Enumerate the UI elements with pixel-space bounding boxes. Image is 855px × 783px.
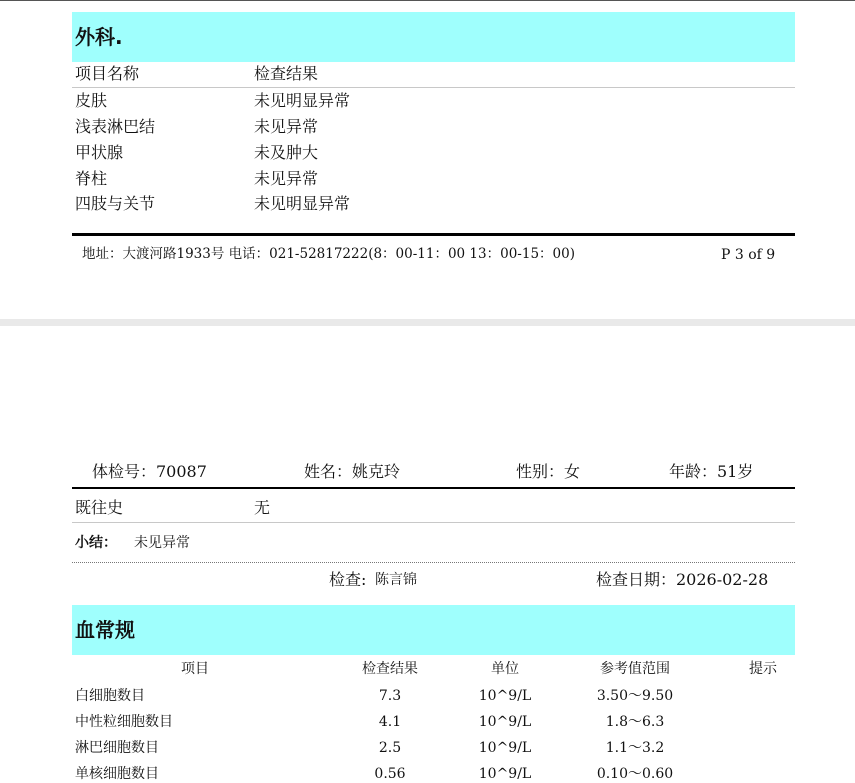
lab-range: 0.10～0.60 [596,766,674,782]
lab-header-result: 检查结果 [362,661,418,677]
summary-divider [72,562,795,563]
lab-item: 中性粒细胞数目 [75,714,173,730]
lab-header-hint: 提示 [749,661,777,677]
lab-unit: 10^9/L [478,740,532,756]
lab-header-unit: 单位 [491,661,519,677]
report-page-3 [0,0,855,319]
footer-address: 地址：大渡河路1933号 电话：021-52817222(8：00-11：00 13：00-15：00) [82,246,575,262]
patient-id: 体检号：70087 [92,462,207,481]
lab-header-item: 项目 [181,661,209,677]
row-item: 皮肤 [75,91,108,110]
patient-name: 姓名：姚克玲 [304,462,401,481]
row-item: 脊柱 [75,169,108,188]
history-value: 无 [254,498,271,517]
section-title-blood-routine: 血常规 [72,605,795,655]
lab-range: 3.50～9.50 [596,688,674,704]
report-page-4 [0,326,855,783]
lab-unit: 10^9/L [478,766,532,782]
column-header-item-name: 项目名称 [75,64,140,83]
row-result: 未见异常 [254,169,319,188]
examiner-label: 检查: [329,570,367,589]
summary-label: 小结： [75,535,117,551]
lab-unit: 10^9/L [478,714,532,730]
row-result: 未及肿大 [254,143,319,162]
history-label: 既往史 [75,498,124,517]
row-result: 未见明显异常 [254,91,351,110]
column-header-result: 检查结果 [254,64,319,83]
lab-header-range: 参考值范围 [600,661,670,677]
row-item: 四肢与关节 [75,194,156,213]
lab-item: 淋巴细胞数目 [75,740,159,756]
lab-result: 7.3 [378,688,402,704]
lab-item: 白细胞数目 [75,688,145,704]
row-result: 未见异常 [254,117,319,136]
header-divider [72,87,795,88]
lab-range: 1.8～6.3 [605,714,665,730]
lab-unit: 10^9/L [478,688,532,704]
patient-age: 年龄：51岁 [669,462,754,481]
exam-date: 检查日期：2026-02-28 [596,570,769,589]
row-result: 未见明显异常 [254,194,351,213]
section-title-surgery: 外科. [72,12,795,62]
row-item: 浅表淋巴结 [75,117,156,136]
history-divider [72,522,795,523]
footer-divider [72,233,795,236]
row-item: 甲状腺 [75,143,124,162]
lab-item: 单核细胞数目 [75,766,159,782]
patient-divider [72,487,795,489]
summary-value: 未见异常 [134,535,190,551]
lab-range: 1.1～3.2 [605,740,665,756]
examiner-name: 陈言锦 [375,572,417,588]
patient-sex: 性别：女 [516,462,581,481]
lab-result: 4.1 [378,714,402,730]
lab-result: 2.5 [378,740,402,756]
lab-result: 0.56 [374,766,406,782]
page-number: P 3 of 9 [721,247,776,263]
